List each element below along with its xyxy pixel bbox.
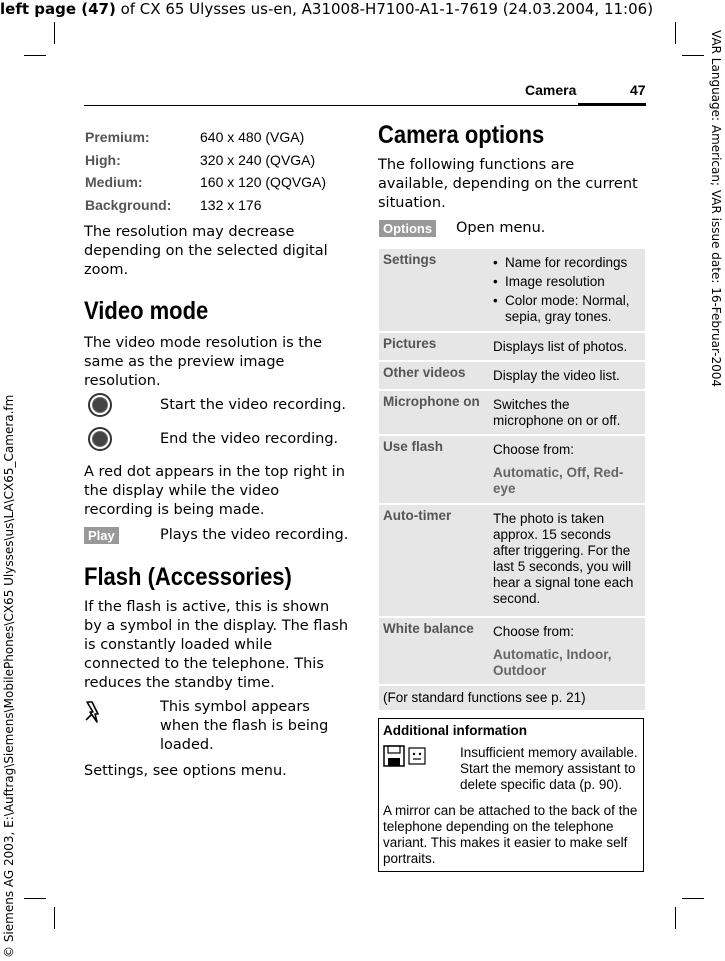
option-label: Auto-timer — [383, 508, 452, 523]
flash-heading: Flash (Accessories) — [84, 563, 292, 591]
flash-text: If the flash is active, this is shown by a symbol in the display. The flash is constantly loaded while connected to the telephone. This reduces the standby time. — [84, 599, 349, 691]
start-recording-text: Start the video recording. — [160, 397, 347, 413]
res-label: Medium: — [85, 174, 143, 190]
page-header-title: Camera — [525, 82, 577, 98]
header-rule-thick — [578, 103, 646, 106]
option-label: Settings — [383, 252, 437, 267]
res-label: High: — [85, 152, 121, 168]
option-row-use-flash — [379, 436, 645, 503]
end-recording-text: End the video recording. — [160, 431, 339, 447]
option-row-settings — [379, 249, 645, 331]
options-desc: Open menu. — [456, 220, 546, 236]
option-row-white-balance — [379, 618, 645, 684]
crop-mark — [682, 55, 704, 56]
print-header — [0, 0, 653, 18]
flash-settings: Settings, see options menu. — [84, 763, 287, 779]
resolution-note: The resolution may decrease depending on the selected digital zoom. — [84, 224, 328, 278]
flash-icon — [84, 700, 104, 724]
mirror-text: A mirror can be attached to the back of the telephone depending on the telephone variant. This makes it easier to make self portraits. — [383, 803, 638, 866]
side-text-left: © Siemens AG 2003, E:\Auftrag\Siemens\MobilePhones\CX65 Ulysses\us\LA\CX65_Camera.fm — [2, 394, 16, 958]
camera-options-intro: The following functions are available, depending on the current situation. — [378, 157, 638, 211]
camera-options-heading: Camera options — [378, 121, 545, 149]
additional-info-heading: Additional information — [383, 723, 527, 738]
res-value: 160 x 120 (QQVGA) — [200, 174, 327, 190]
res-label: Background: — [85, 197, 172, 213]
nav-key-center-icon — [88, 427, 112, 451]
option-label: Other videos — [383, 365, 466, 380]
option-desc — [493, 442, 639, 497]
play-description: Plays the video recording. — [160, 527, 349, 543]
option-label: Use flash — [383, 439, 444, 454]
option-label: Microphone on — [383, 394, 480, 409]
play-softkey: Play — [84, 527, 119, 544]
header-rule — [84, 105, 646, 106]
crop-mark — [24, 55, 46, 56]
choices: Automatic, Off, Red-eye — [493, 465, 624, 496]
video-mode-intro: The video mode resolution is the same as the preview image resolution. — [84, 335, 323, 389]
bullet-item: • Name for recordings — [493, 255, 639, 271]
nav-key-center-icon — [88, 393, 112, 417]
crop-mark — [24, 898, 46, 899]
option-row-other-videos — [379, 362, 645, 389]
standard-functions-text: (For standard functions see p. 21) — [383, 690, 586, 705]
option-desc: Display the video list. — [493, 368, 620, 383]
res-value: 640 x 480 (VGA) — [200, 129, 305, 145]
crop-mark — [54, 907, 55, 929]
option-row-microphone — [379, 391, 645, 434]
side-text-right: VAR Language: American; VAR issue date: 16-Februar-2004 — [709, 30, 723, 387]
standard-functions-row — [379, 686, 645, 710]
additional-info-box — [378, 718, 644, 872]
option-desc — [493, 255, 639, 325]
option-row-auto-timer — [379, 505, 645, 616]
option-row-pictures — [379, 333, 645, 360]
res-label: Premium: — [85, 129, 150, 145]
option-desc — [493, 624, 639, 679]
options-softkey: Options — [379, 220, 436, 237]
choices: Automatic, Indoor, Outdoor — [493, 647, 612, 678]
res-value: 132 x 176 — [200, 197, 262, 213]
print-header-bold: left page (47) — [0, 0, 116, 18]
option-desc: Displays list of photos. — [493, 339, 628, 354]
flash-symbol-desc: This symbol appears when the flash is being loaded. — [160, 699, 329, 753]
page-number: 47 — [630, 82, 646, 98]
memory-full-icon — [383, 745, 429, 767]
memory-text: Insufficient memory available. Start the memory assistant to delete specific data (p. 90). — [460, 745, 638, 792]
crop-mark — [675, 22, 676, 44]
option-label: Pictures — [383, 336, 437, 351]
res-value: 320 x 240 (QVGA) — [200, 152, 316, 168]
option-label: White balance — [383, 621, 474, 636]
video-mode-heading: Video mode — [84, 297, 209, 325]
red-dot-note: A red dot appears in the top right in the display while the video recording is being made. — [84, 464, 345, 518]
option-desc: The photo is taken approx. 15 seconds after triggering. For the last 5 seconds, you will hear a signal tone each second. — [493, 511, 634, 606]
choose-from: Choose from: — [493, 442, 575, 457]
bullet-item: • Color mode: Normal, sepia, gray tones. — [493, 293, 639, 325]
crop-mark — [682, 898, 704, 899]
bullet-item: • Image resolution — [493, 274, 639, 290]
print-header-rest: of CX 65 Ulysses us-en, A31008-H7100-A1-1-7619 (24.03.2004, 11:06) — [115, 0, 654, 18]
crop-mark — [675, 907, 676, 929]
crop-mark — [54, 22, 55, 44]
option-desc: Switches the microphone on or off. — [493, 397, 621, 428]
choose-from: Choose from: — [493, 624, 575, 639]
